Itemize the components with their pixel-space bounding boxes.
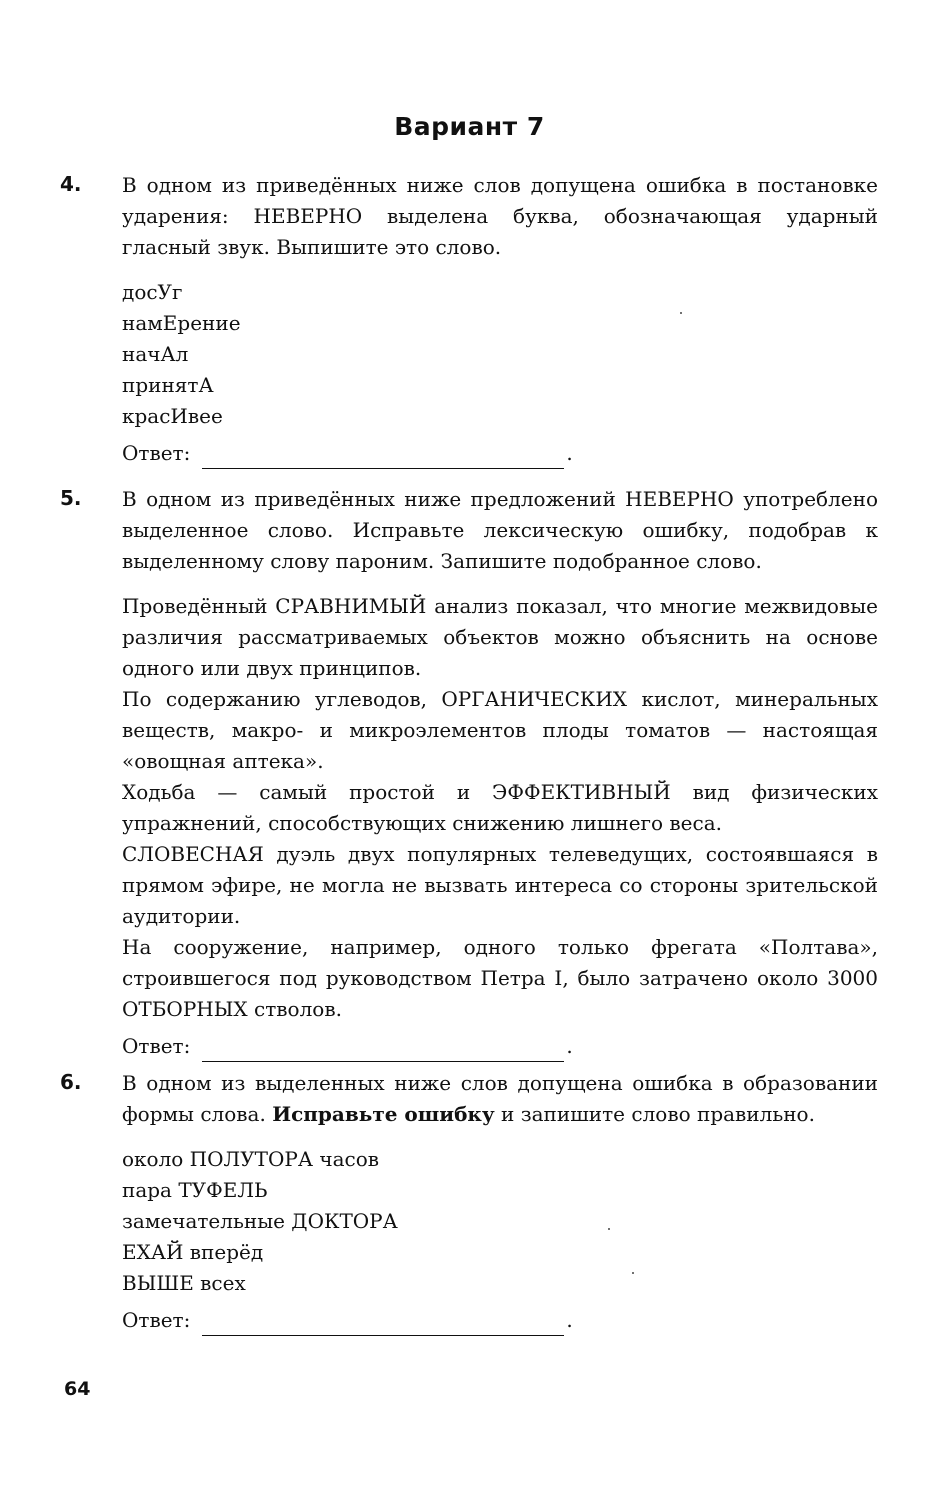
scan-speck xyxy=(680,312,682,314)
sentence-item: На сооружение, например, одного только фрегата «Полтава», строившегося под руководством Петра I, было затрачено около 3000 ОТБОРНЫХ стволов. xyxy=(122,935,878,1021)
task-6 xyxy=(60,1068,880,1336)
word-item: около ПОЛУТОРА часов xyxy=(122,1147,380,1171)
word-item: начАл xyxy=(122,342,189,366)
word-list xyxy=(122,1144,878,1299)
scan-speck xyxy=(632,1272,634,1274)
word-item: замечательные ДОКТОРА xyxy=(122,1209,398,1233)
task-4 xyxy=(60,170,880,469)
instruction-part: В одном из выделенных ниже слов допущена ошибка в образовании формы слова. xyxy=(122,1071,878,1126)
task-instruction: В одном из приведённых ниже слов допущена ошибка в постановке ударения: НЕВЕРНО выделена буква, обозначающая ударный гласный звук. Выпишите это слово. xyxy=(122,173,878,259)
sentence-item: СЛОВЕСНАЯ дуэль двух популярных телеведущих, состоявшаяся в прямом эфире, не могла не вызвать интереса со стороны зрительской аудитории. xyxy=(122,842,878,928)
answer-row: Ответ: . xyxy=(122,438,878,469)
sentence-item: Проведённый СРАВНИМЫЙ анализ показал, что многие межвидовые различия рассматриваемых объектов можно объяснить на основе одного или двух принципов. xyxy=(122,594,878,680)
word-item: досУг xyxy=(122,280,183,304)
task-instruction: В одном из приведённых ниже предложений НЕВЕРНО употреблено выделенное слово. Исправьте лексическую ошибку, подобрав к выделенному слову пароним. Запишите подобранное слово. xyxy=(122,487,878,573)
task-body xyxy=(122,1068,878,1336)
answer-field[interactable] xyxy=(202,1313,564,1336)
word-list xyxy=(122,277,878,432)
word-item: намЕрение xyxy=(122,311,241,335)
variant-title: Вариант 7 xyxy=(394,112,545,141)
answer-field[interactable] xyxy=(202,1039,564,1062)
page-number: 64 xyxy=(64,1378,91,1400)
task-number: 5. xyxy=(60,486,82,510)
task-instruction xyxy=(122,1068,878,1130)
word-item: пара ТУФЕЛЬ xyxy=(122,1178,268,1202)
answer-label: Ответ: xyxy=(122,1034,191,1058)
sentence-item: По содержанию углеводов, ОРГАНИЧЕСКИХ кислот, минеральных веществ, макро- и микроэлементов плоды томатов — настоящая «овощная аптека». xyxy=(122,687,878,773)
answer-row: Ответ: . xyxy=(122,1305,878,1336)
sentence-list xyxy=(122,591,878,1025)
instruction-part: и запишите слово правильно. xyxy=(501,1102,815,1126)
answer-field[interactable] xyxy=(202,446,564,469)
task-body xyxy=(122,170,878,469)
task-number: 4. xyxy=(60,172,82,196)
word-item: красИвее xyxy=(122,404,223,428)
scan-speck xyxy=(608,1228,610,1230)
word-item: ВЫШЕ всех xyxy=(122,1271,246,1295)
sentence-item: Ходьба — самый простой и ЭФФЕКТИВНЫЙ вид физических упражнений, способствующих снижению лишнего веса. xyxy=(122,780,878,835)
task-5 xyxy=(60,484,880,1062)
answer-row: Ответ: . xyxy=(122,1031,878,1062)
answer-label: Ответ: xyxy=(122,441,191,465)
task-body xyxy=(122,484,878,1062)
word-item: ЕХАЙ вперёд xyxy=(122,1240,264,1264)
instruction-emphasis: Исправьте ошибку xyxy=(272,1102,495,1126)
word-item: принятА xyxy=(122,373,214,397)
task-number: 6. xyxy=(60,1070,82,1094)
answer-label: Ответ: xyxy=(122,1308,191,1332)
